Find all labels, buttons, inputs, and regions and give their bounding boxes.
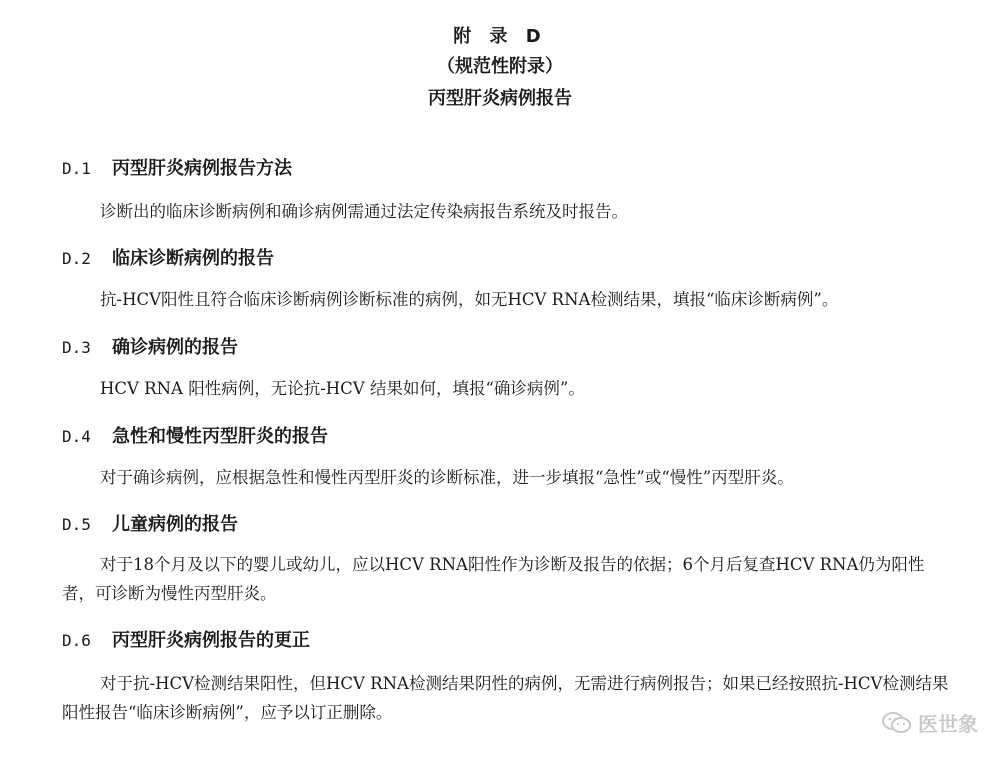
section-body-d3: HCV RNA 阳性病例，无论抗-HCV 结果如何，填报“确诊病例”。 [100, 379, 585, 398]
section-body-d1: 诊断出的临床诊断病例和确诊病例需通过法定传染病报告系统及时报告。 [100, 202, 628, 221]
section-number: D.5 [62, 515, 91, 534]
watermark [882, 708, 978, 737]
wechat-icon [882, 711, 912, 735]
section-title: 丙型肝炎病例报告方法 [112, 158, 292, 179]
section-heading-d3 [62, 333, 238, 359]
section-title: 儿童病例的报告 [112, 514, 238, 535]
section-body-d2: 抗-HCV阳性且符合临床诊断病例诊断标准的病例，如无HCV RNA检测结果，填报“临床诊断病例”。 [100, 290, 839, 309]
section-heading-d4 [62, 422, 328, 448]
page-title: 丙型肝炎病例报告 [428, 88, 572, 109]
section-heading-d5 [62, 510, 238, 536]
section-title: 确诊病例的报告 [112, 337, 238, 358]
section-heading-d6 [62, 626, 310, 652]
section-number: D.1 [62, 159, 91, 178]
section-number: D.6 [62, 631, 91, 650]
appendix-label: 附 录 D [453, 26, 547, 47]
section-body-d4: 对于确诊病例，应根据急性和慢性丙型肝炎的诊断标准，进一步填报“急性”或“慢性”丙型肝炎。 [100, 468, 794, 487]
section-heading-d2 [62, 244, 274, 270]
section-title: 临床诊断病例的报告 [112, 248, 274, 269]
section-title: 急性和慢性丙型肝炎的报告 [112, 426, 328, 447]
section-number: D.2 [62, 249, 91, 268]
section-body-d5: 对于18个月及以下的婴儿或幼儿，应以HCV RNA阳性作为诊断及报告的依据；6个月后复查HCV RNA仍为阳性者，可诊断为慢性丙型肝炎。 [62, 555, 925, 603]
section-title: 丙型肝炎病例报告的更正 [112, 630, 310, 651]
appendix-type: （规范性附录） [437, 56, 563, 77]
watermark-text: 医世象 [918, 712, 978, 736]
section-number: D.4 [62, 427, 91, 446]
section-heading-d1 [62, 154, 292, 180]
section-body-d6: 对于抗-HCV检测结果阳性，但HCV RNA检测结果阴性的病例，无需进行病例报告；如果已经按照抗-HCV检测结果阳性报告“临床诊断病例”，应予以订正删除。 [62, 674, 949, 722]
section-number: D.3 [62, 338, 91, 357]
